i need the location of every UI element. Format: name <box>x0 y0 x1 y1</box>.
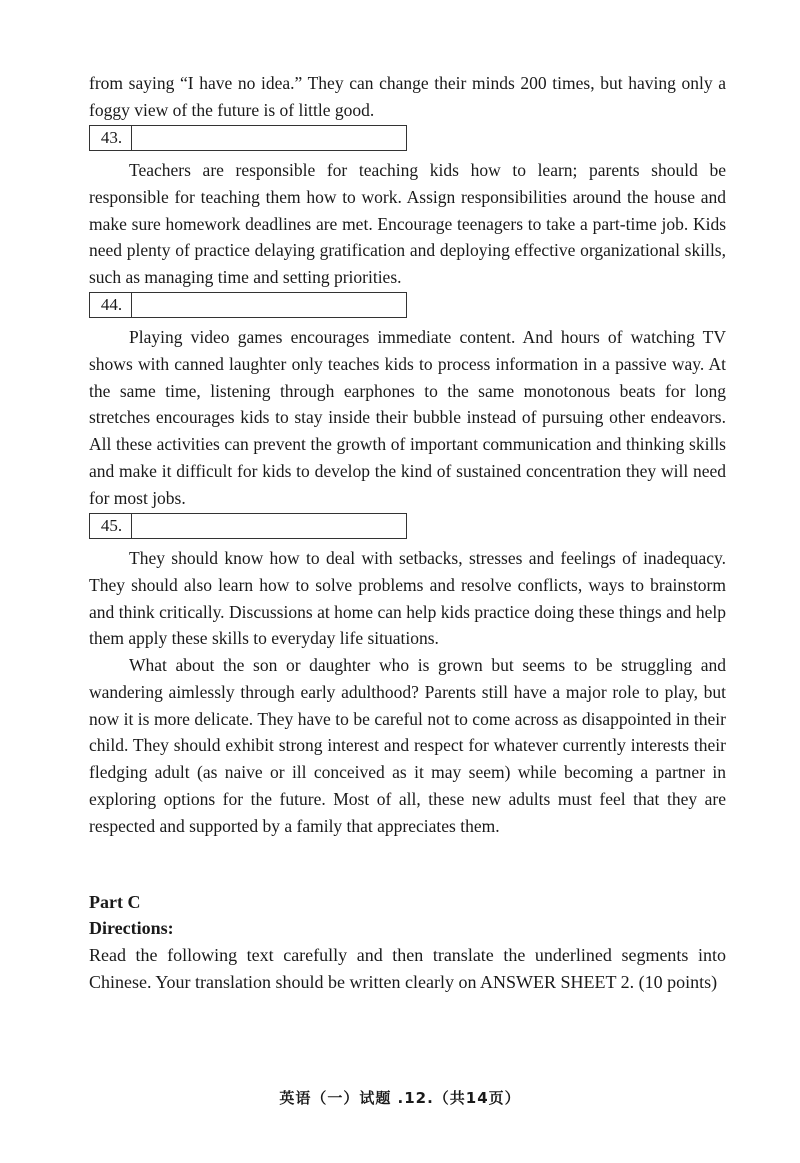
paragraph-intro: from saying “I have no idea.” They can change their minds 200 times, but having only a foggy view of the future is of little good. <box>89 73 726 120</box>
answer-blank <box>131 125 407 151</box>
answer-box-44 <box>89 292 407 318</box>
answer-blank <box>131 292 407 318</box>
answer-blank <box>131 513 407 539</box>
answer-number: 45. <box>89 513 131 539</box>
paragraph-video-games: Playing video games encourages immediate content. And hours of watching TV shows with canned laughter only teaches kids to process information in a passive way. At the same time, listening through earphones to the same monotonous beats for long stretches encourages kids to stay inside their bubble instead of pursuing other endeavors. All these activities can prevent the growth of important communication and thinking skills and make it difficult for kids to develop the kind of sustained concentration they will need for most jobs. <box>89 327 726 508</box>
answer-number: 44. <box>89 292 131 318</box>
paragraph-teachers: Teachers are responsible for teaching kids how to learn; parents should be responsible for teaching them how to work. Assign responsibilities around the house and make sure homework deadlines are met. Encourage teenagers to take a part-time job. Kids need plenty of practice delaying gratification and deploying effective organizational skills, such as managing time and setting priorities. <box>89 160 726 288</box>
page-footer: 英语（一）试题 .12.（共14页） <box>279 1089 521 1107</box>
paragraph-setbacks: They should know how to deal with setbacks, stresses and feelings of inadequacy. They should also learn how to solve problems and resolve conflicts, ways to brainstorm and think critically. Discussions at home can help kids practice doing these things and help them apply these skills to everyday life situations. <box>89 548 726 649</box>
answer-box-43 <box>89 125 407 151</box>
answer-number: 43. <box>89 125 131 151</box>
directions-label: Directions: <box>89 918 174 938</box>
directions-text: Read the following text carefully and then translate the underlined segments into Chinese. Your translation should be written clearly on ANSWER SHEET 2. (10 points) <box>89 945 726 992</box>
part-c-title: Part C <box>89 892 141 912</box>
answer-box-45 <box>89 513 407 539</box>
paragraph-grown-child: What about the son or daughter who is grown but seems to be struggling and wandering aimlessly through early adulthood? Parents still have a major role to play, but now it is more delicate. They have to be careful not to come across as disappointed in their child. They should exhibit strong interest and respect for whatever currently interests their fledging adult (as naive or ill conceived as it may seem) while becoming a partner in exploring options for the future. Most of all, these new adults must feel that they are respected and supported by a family that appreciates them. <box>89 655 726 836</box>
